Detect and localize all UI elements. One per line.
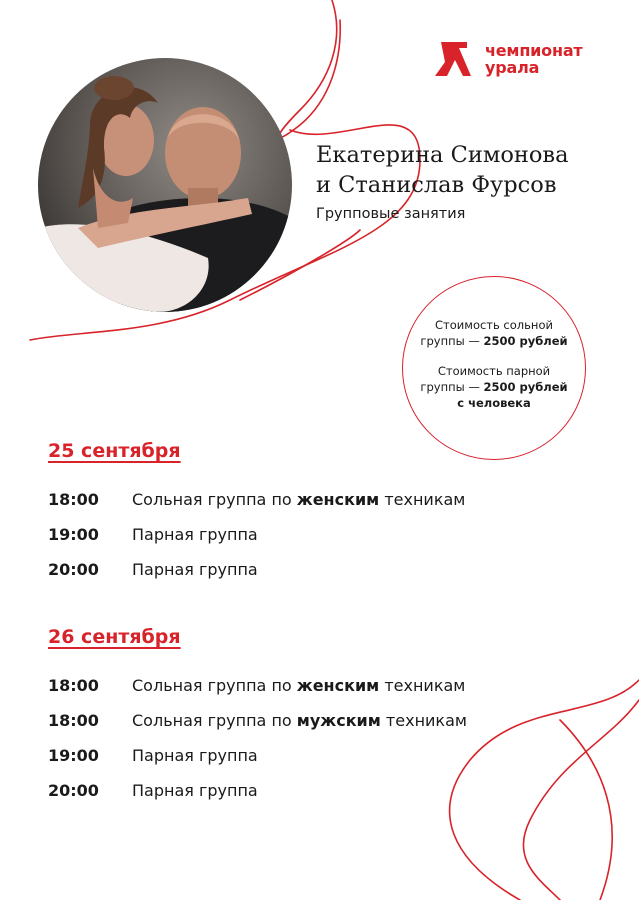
schedule-time: 19:00 [48, 746, 99, 765]
instructors-photo [38, 58, 292, 312]
logo-line-2: урала [485, 58, 540, 77]
instructor-name-line-2: и Станислав Фурсов [316, 172, 557, 198]
label-text-end: техникам [380, 711, 467, 730]
label-emphasis: женским [296, 676, 380, 695]
schedule-time: 18:00 [48, 711, 99, 730]
pricing-circle [402, 276, 586, 460]
solo-price-line [403, 333, 585, 349]
instructor-names [316, 140, 569, 200]
schedule-label [132, 676, 465, 695]
schedule-label [132, 711, 467, 730]
schedule-row [48, 746, 258, 765]
schedule-row [48, 711, 467, 730]
pair-price-prefix: группы — [420, 380, 484, 394]
schedule-label [132, 525, 258, 544]
logo-line-1: чемпионат [485, 41, 583, 60]
brand-mark-icon [431, 38, 477, 80]
schedule-time: 19:00 [48, 525, 99, 544]
pair-price-value: 2500 рублей [483, 380, 568, 394]
pair-price-suffix [403, 395, 585, 411]
label-text: Парная группа [132, 746, 258, 765]
schedule-row [48, 781, 258, 800]
schedule-label [132, 781, 258, 800]
instructor-name-line-1: Екатерина Симонова [316, 142, 569, 168]
schedule-label [132, 746, 258, 765]
schedule-time: 18:00 [48, 490, 99, 509]
label-text: Сольная группа по [132, 711, 297, 730]
label-text: Парная группа [132, 781, 258, 800]
pair-price-block [403, 363, 585, 411]
pair-price-line [403, 379, 585, 395]
label-text: Сольная группа по [132, 676, 297, 695]
schedule-row [48, 560, 258, 579]
schedule-date-2: 26 сентября [48, 626, 181, 648]
brand-name [485, 42, 583, 76]
schedule-row [48, 525, 258, 544]
schedule-time: 18:00 [48, 676, 99, 695]
page-subtitle: Групповые занятия [316, 206, 466, 222]
schedule-time: 20:00 [48, 560, 99, 579]
solo-price-prefix: группы — [420, 334, 484, 348]
pair-price-label: Стоимость парной [437, 364, 551, 378]
solo-price-value: 2500 рублей [483, 334, 568, 348]
pair-price-suffix-text: с человека [457, 396, 531, 410]
solo-price-block [403, 317, 585, 349]
label-text-end: техникам [379, 676, 466, 695]
label-text: Сольная группа по [132, 490, 297, 509]
schedule-label [132, 490, 465, 509]
label-emphasis: мужским [296, 711, 381, 730]
brand-logo [431, 38, 583, 80]
solo-price-label: Стоимость сольной [435, 318, 553, 332]
schedule-label [132, 560, 258, 579]
label-text: Парная группа [132, 525, 258, 544]
schedule-row [48, 676, 465, 695]
label-emphasis: женским [296, 490, 380, 509]
schedule-row [48, 490, 465, 509]
label-text-end: техникам [379, 490, 466, 509]
schedule-date-1: 25 сентября [48, 440, 181, 462]
dancing-couple-photo-icon [38, 58, 292, 312]
schedule-time: 20:00 [48, 781, 99, 800]
label-text: Парная группа [132, 560, 258, 579]
